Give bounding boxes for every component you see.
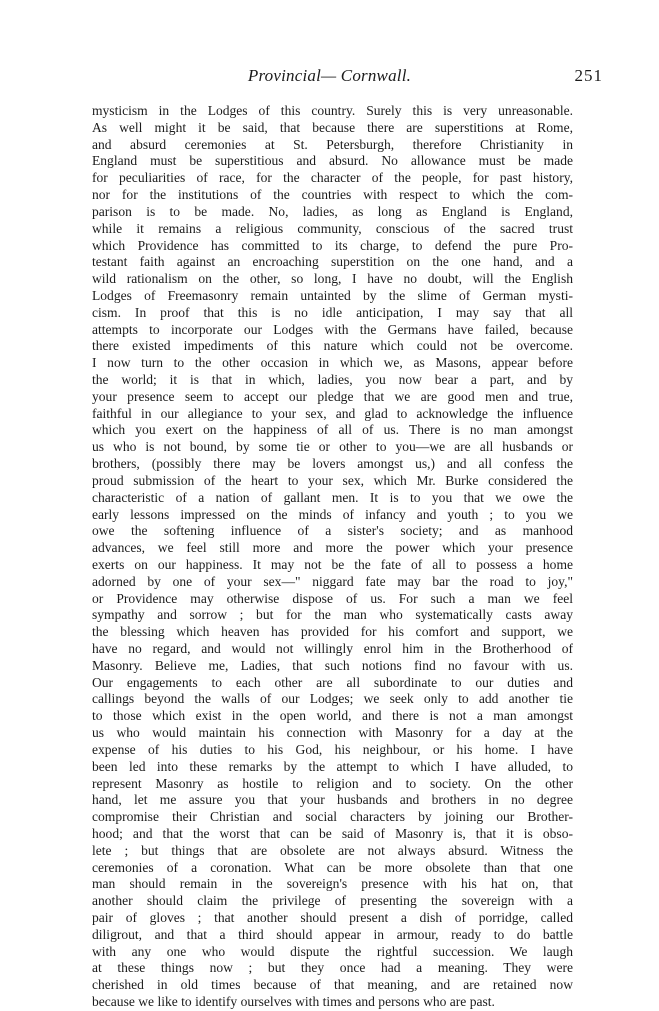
text-line: man should remain in the sovereign's presence with his hat on, that (92, 876, 573, 892)
text-line: compromise their Christian and social characters by joining our Brother- (92, 809, 573, 825)
text-line: sympathy and sorrow ; but for the man who systematically casts away (92, 607, 573, 623)
text-line: have no regard, and would not willingly enrol him in the Brotherhood of (92, 641, 573, 656)
text-line: with any one who would dispute the rightful succession. We laugh (92, 943, 573, 959)
text-line: the blessing which heaven has provided for his comfort and support, we (92, 624, 573, 640)
text-line: the world; it is that in which, ladies, you now bear a part, and by (92, 372, 573, 387)
running-head (0, 66, 659, 88)
text-line: been led into these remarks by the attempt to which I have alluded, to (92, 758, 573, 774)
text-line: wild rationalism on the other, so long, I have no doubt, will the English (92, 271, 573, 287)
text-line: or Providence may otherwise dispose of us. For such a man we feel (92, 590, 573, 606)
text-line: at these things now ; but they once had a meaning. They were (92, 960, 573, 976)
text-line: expense of his duties to his God, his neighbour, or his home. I have (92, 741, 573, 757)
body-text (92, 103, 573, 1011)
text-line: faithful in our allegiance to your sex, and glad to acknowledge the influence (92, 405, 573, 421)
text-line: pair of gloves ; that another should present a dish of porridge, called (92, 910, 573, 925)
text-line: testant faith against an encroaching superstition on the one hand, and a (92, 254, 573, 270)
text-line: advances, we feel still more and more the power which your presence (92, 540, 573, 556)
text-line: another should claim the privilege of presenting the sovereign with a (92, 893, 573, 909)
text-line: early lessons impressed on the minds of infancy and youth ; to you we (92, 506, 573, 522)
text-line: for peculiarities of race, for the character of the people, for past history, (92, 170, 573, 186)
text-line: us who is not bound, by some tie or other to you—we are all husbands or (92, 439, 573, 455)
text-line: your presence seem to accept our pledge that we are good men and true, (92, 388, 573, 404)
text-line: which Providence has committed to its charge, to defend the pure Pro- (92, 237, 573, 253)
text-line: Our engagements to each other are all subordinate to our duties and (92, 674, 573, 690)
text-line: cism. In proof that this is no idle anticipation, I may say that all (92, 304, 573, 320)
text-line: Masonry. Believe me, Ladies, that such notions find no favour with us. (92, 657, 573, 673)
text-line: hood; and that the worst that can be said of Masonry is, that it is obso- (92, 825, 573, 841)
text-line: to those which exist in the open world, and there is not a man amongst (92, 708, 573, 724)
text-line: cherished in old times because of that meaning, and are retained now (92, 977, 573, 993)
text-line: there existed impediments of this nature which could not be overcome. (92, 338, 573, 354)
text-line: mysticism in the Lodges of this country. Surely this is very unreasonable. (92, 103, 573, 118)
page-number: 251 (574, 66, 603, 85)
text-line: characteristic of a nation of gallant men. It is to you that we owe the (92, 489, 573, 505)
text-line: I now turn to the other occasion in which we, as Masons, appear before (92, 355, 573, 371)
text-line: represent Masonry as hostile to religion and to society. On the other (92, 775, 573, 791)
text-line: parison is to be made. No, ladies, as long as England is England, (92, 203, 573, 219)
text-line: which you exert on the happiness of all of us. There is no man amongst (92, 422, 573, 438)
text-line: brothers, (possibly there may be lovers amongst us,) and all confess the (92, 456, 573, 472)
text-line: owe the softening influence of a sister's society; and as manhood (92, 523, 573, 539)
text-line: hand, let me assure you that your husbands and brothers in no degree (92, 792, 573, 808)
text-line: attempts to incorporate our Lodges with the Germans have failed, because (92, 321, 573, 337)
text-line: us who would maintain his connection with Masonry for a day at the (92, 725, 573, 741)
text-line: proud submission of the heart to your sex, which Mr. Burke considered the (92, 472, 573, 488)
text-line: while it remains a religious community, conscious of the sacred trust (92, 220, 573, 236)
text-line: nor for the institutions of the countries with respect to which the com- (92, 187, 573, 203)
text-line: diligrout, and that a third should appear in armour, ready to do battle (92, 926, 573, 942)
text-line: exerts on our happiness. It may not be the fate of all to possess a home (92, 556, 573, 572)
text-line: callings beyond the walls of our Lodges; we seek only to add another tie (92, 691, 573, 707)
text-line: lete ; but things that are obsolete are not always absurd. Witness the (92, 842, 573, 858)
text-line: As well might it be said, that because there are superstitions at Rome, (92, 119, 573, 135)
text-line: adorned by one of your sex—" niggard fate may bar the road to joy," (92, 573, 573, 589)
text-line: England must be superstitious and absurd. No allowance must be made (92, 153, 573, 169)
text-line: Lodges of Freemasonry remain untainted by the slime of German mysti- (92, 287, 573, 303)
running-title: Provincial— Cornwall. (247, 66, 412, 85)
text-line: and absurd ceremonies at St. Petersburgh, therefore Christianity in (92, 136, 573, 152)
text-line: ceremonies of a coronation. What can be more obsolete than that one (92, 859, 573, 875)
text-line: because we like to identify ourselves with times and persons who are past. (92, 994, 495, 1010)
